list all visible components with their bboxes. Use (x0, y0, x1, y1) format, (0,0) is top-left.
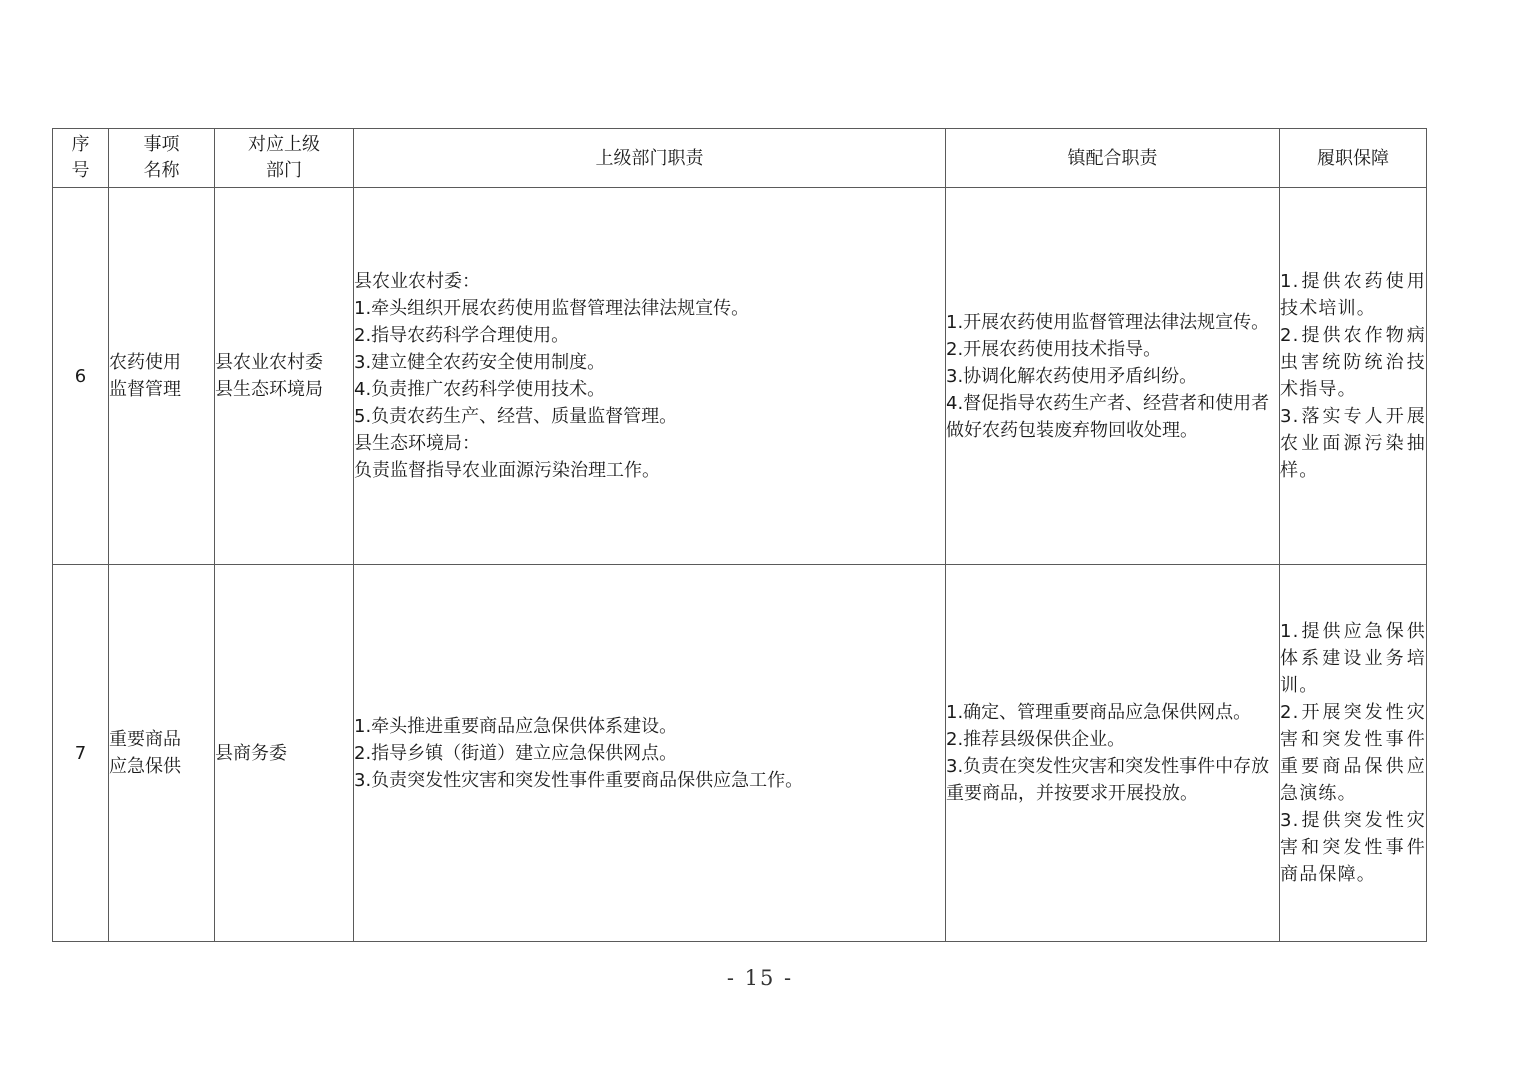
row-superior-duties: 1.牵头推进重要商品应急保供体系建设。 2.指导乡镇（街道）建立应急保供网点。 3.负责突发性灾害和突发性事件重要商品保供应急工作。 (354, 565, 946, 942)
row-serial-number: 7 (53, 565, 109, 942)
row-guarantee: 1.提供应急保供体系建设业务培训。 2.开展突发性灾害和突发性事件重要商品保供应急演练。 3.提供突发性灾害和突发性事件商品保障。 (1280, 565, 1427, 942)
page-number: - 15 - (726, 966, 794, 990)
responsibility-table (52, 128, 1427, 942)
header-guarantee: 履职保障 (1280, 129, 1427, 188)
row-town-duties: 1.确定、管理重要商品应急保供网点。 2.推荐县级保供企业。 3.负责在突发性灾害和突发性事件中存放重要商品，并按要求开展投放。 (946, 565, 1280, 942)
row-superior-department: 县农业农村委 县生态环境局 (215, 188, 354, 565)
header-town-duties: 镇配合职责 (946, 129, 1280, 188)
row-superior-department: 县商务委 (215, 565, 354, 942)
row-serial-number: 6 (53, 188, 109, 565)
header-serial-number: 序 号 (53, 129, 109, 188)
row-town-duties: 1.开展农药使用监督管理法律法规宣传。 2.开展农药使用技术指导。 3.协调化解农药使用矛盾纠纷。 4.督促指导农药生产者、经营者和使用者做好农药包装废弃物回收处理。 (946, 188, 1280, 565)
header-superior-department: 对应上级 部门 (215, 129, 354, 188)
header-item-name: 事项 名称 (109, 129, 215, 188)
row-guarantee: 1.提供农药使用技术培训。 2.提供农作物病虫害统防统治技术指导。 3.落实专人开展农业面源污染抽样。 (1280, 188, 1427, 565)
header-superior-duties: 上级部门职责 (354, 129, 946, 188)
table-row (53, 188, 1427, 565)
row-superior-duties: 县农业农村委： 1.牵头组织开展农药使用监督管理法律法规宣传。 2.指导农药科学合理使用。 3.建立健全农药安全使用制度。 4.负责推广农药科学使用技术。 5.负责农药生产、经营、质量监督管理。 县生态环境局： 负责监督指导农业面源污染治理工作。 (354, 188, 946, 565)
row-item-name: 农药使用 监督管理 (109, 188, 215, 565)
table-row (53, 565, 1427, 942)
table-header-row (53, 129, 1427, 188)
row-item-name: 重要商品 应急保供 (109, 565, 215, 942)
